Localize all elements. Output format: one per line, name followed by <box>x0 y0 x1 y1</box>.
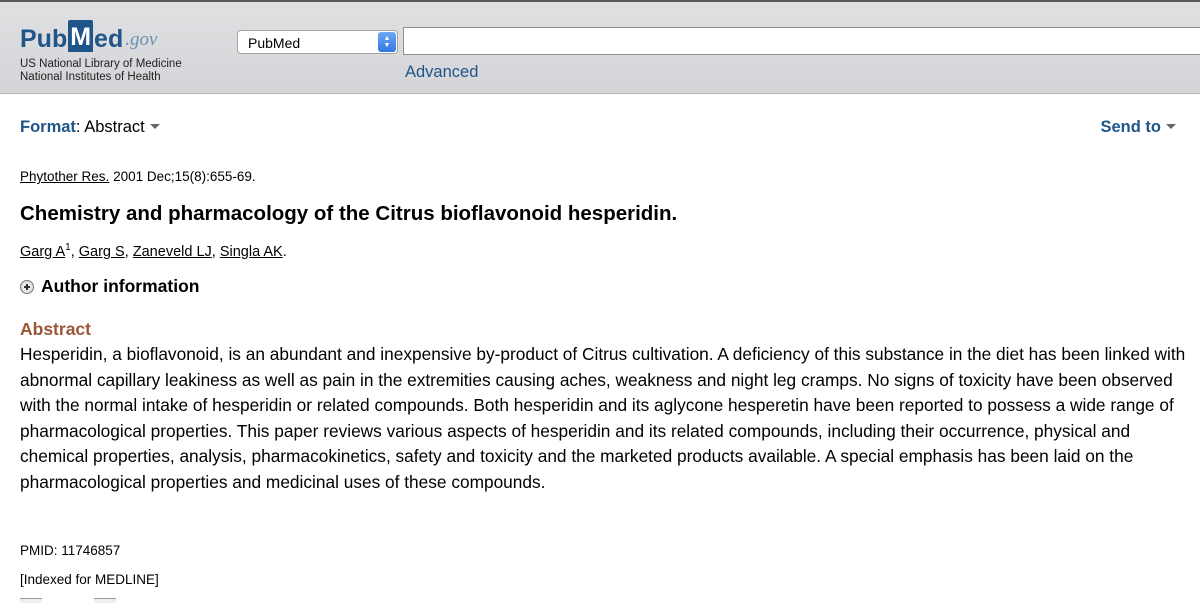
partial-icon <box>20 598 42 603</box>
database-select-value: PubMed <box>248 35 301 51</box>
nlm-link[interactable] <box>20 58 182 84</box>
site-header <box>0 0 1200 94</box>
format-dropdown[interactable]: Format: Abstract <box>20 118 160 137</box>
nlm-line-1: US National Library of Medicine <box>20 58 182 70</box>
caret-down-icon <box>1166 124 1176 129</box>
logo-ed: ed <box>94 25 124 53</box>
article-title: Chemistry and pharmacology of the Citrus bioflavonoid hesperidin. <box>20 202 678 225</box>
author-affiliation-sup[interactable]: 1 <box>65 242 71 253</box>
advanced-search-link[interactable]: Advanced <box>405 63 479 81</box>
pubmed-logo[interactable] <box>20 16 157 52</box>
author-link[interactable]: Garg A <box>20 243 66 260</box>
search-input[interactable] <box>403 27 1200 55</box>
format-label: Format <box>20 118 76 136</box>
database-select[interactable] <box>237 30 398 54</box>
partial-icon <box>94 598 116 603</box>
indexed-status: [Indexed for MEDLINE] <box>20 572 159 587</box>
author-link[interactable]: Zaneveld LJ <box>132 243 212 260</box>
select-arrows-icon: ▲ ▼ <box>378 32 396 52</box>
nlm-line-2: National Institutes of Health <box>20 71 161 83</box>
author-list: Garg $A^1$, Garg S, Zaneveld LJ, Singla AK. <box>20 242 287 260</box>
author-link[interactable]: Garg S <box>78 243 125 260</box>
abstract-text: Hesperidin, a bioflavonoid, is an abundant and inexpensive by-product of Citrus cultivation. A deficiency of this substance in the diet has been linked with abnormal capillary leakiness as well as pain in the extremities causing aches, weakness and night leg cramps. No signs of toxicity have been observed with the normal intake of hesperidin or related compounds. Both hesperidin and its aglycone hesperetin have been reported to possess a wide range of pharmacological properties. This paper reviews various aspects of hesperidin and its related compounds, including their occurrence, physical and chemical properties, analysis, pharmacokinetics, safety and toxicity and the marketed products available. A special emphasis has been laid on the pharmacological properties and medicinal uses of these compounds. <box>20 344 1186 492</box>
logo-pub: Pub <box>20 25 68 53</box>
send-to-label: Send to <box>1100 118 1161 136</box>
caret-down-icon <box>150 124 160 129</box>
pmid: PMID: 11746857 <box>20 543 121 558</box>
abstract-heading: Abstract <box>20 319 91 339</box>
author-information-toggle[interactable] <box>20 276 199 297</box>
citation-details: 2001 Dec;15(8):655-69. <box>113 169 256 184</box>
format-value: Abstract <box>84 118 145 136</box>
logo-m: M <box>68 20 93 52</box>
bottom-icons <box>20 598 116 603</box>
author-link[interactable]: Singla AK <box>219 243 283 260</box>
author-information-label: Author information <box>41 276 200 296</box>
logo-gov: .gov <box>125 29 158 50</box>
journal-link[interactable]: Phytother Res. <box>20 169 110 184</box>
citation <box>20 169 256 184</box>
send-to-dropdown[interactable] <box>1101 118 1177 137</box>
expand-plus-icon <box>20 280 34 294</box>
